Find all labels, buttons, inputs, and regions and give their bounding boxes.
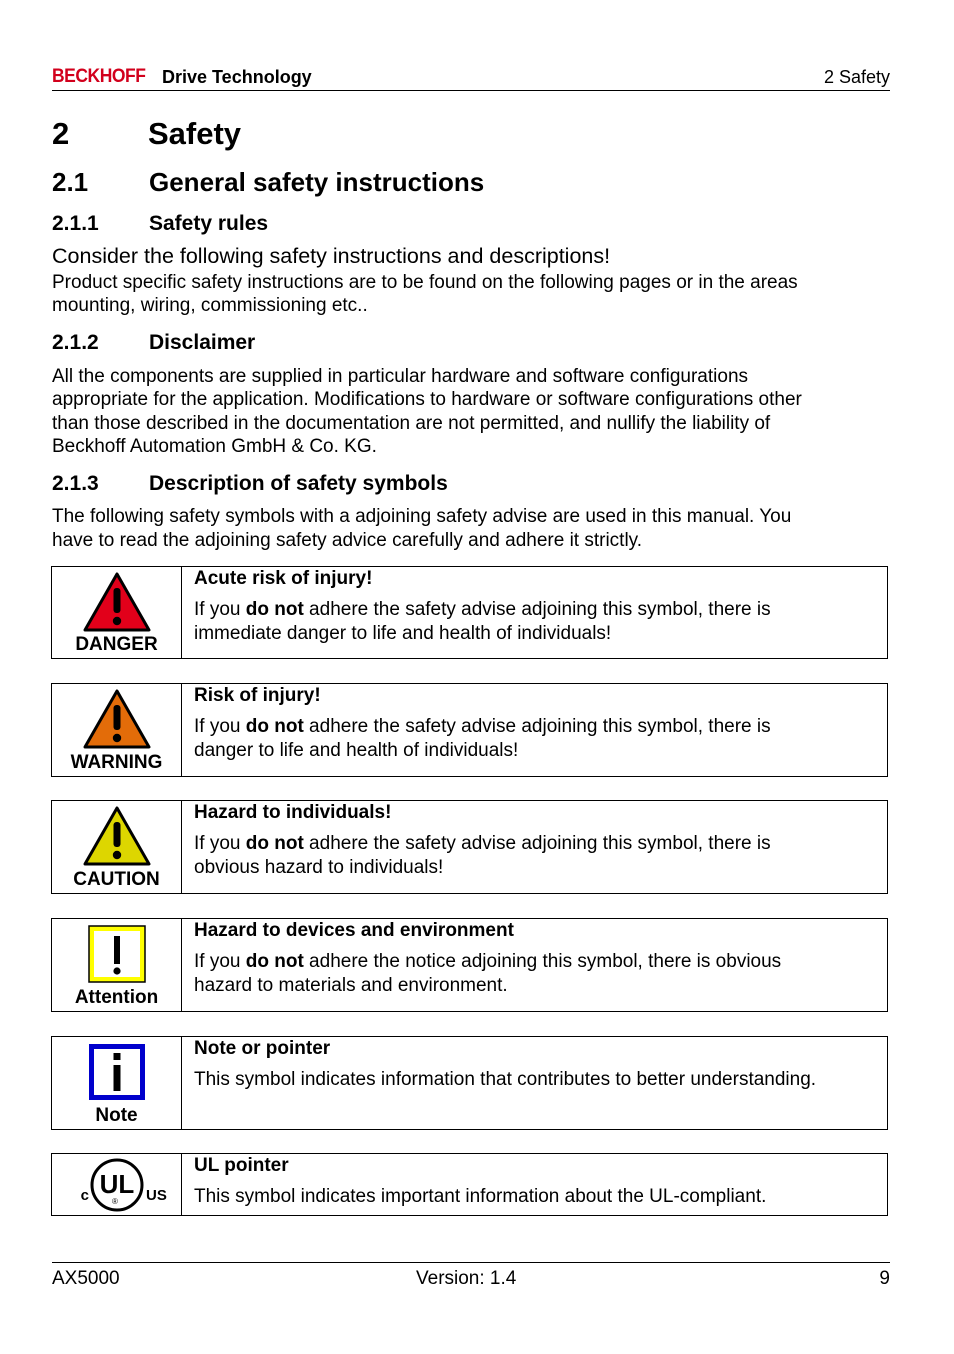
header-subtitle: Drive Technology (162, 67, 312, 87)
page-header (52, 64, 890, 91)
caution-description (194, 832, 875, 880)
warning-title: Risk of injury! (194, 685, 321, 706)
page-number: 9 (879, 1268, 890, 1289)
desc-text: If you (194, 599, 246, 620)
desc-bold: do not (245, 833, 304, 854)
section-title: General safety instructions (149, 167, 485, 197)
disclaimer-line-4: Beckhoff Automation GmbH & Co. KG. (52, 436, 377, 457)
safety-rules-line-2: mounting, wiring, commissioning etc.. (52, 295, 368, 316)
note-notice (51, 1036, 888, 1130)
ul-c-text: c (80, 1187, 89, 1204)
subsection-number: 2.1.1 (52, 212, 99, 235)
chapter-heading (52, 116, 241, 152)
caution-label: CAUTION (73, 869, 160, 890)
desc-text: adhere the safety advise adjoining this symbol, there is (303, 599, 771, 620)
attention-title: Hazard to devices and environment (194, 920, 514, 941)
note-label: Note (95, 1105, 138, 1126)
caution-notice (51, 800, 888, 894)
header-section: 2 Safety (823, 67, 890, 87)
footer-version: Version: 1.4 (416, 1268, 517, 1289)
attention-exclamation-icon (85, 922, 149, 986)
note-symbol-cell (52, 1037, 182, 1129)
ul-symbol-cell (52, 1154, 182, 1215)
desc-text: If you (194, 833, 246, 854)
desc-text: adhere the safety advise adjoining this symbol, there is (303, 833, 771, 854)
safety-rules-lead: Consider the following safety instructions and descriptions! (52, 244, 611, 268)
desc-bold: do not (245, 951, 304, 972)
attention-notice (51, 918, 888, 1012)
chapter-title: Safety (148, 116, 242, 151)
ul-description: This symbol indicates important information about the UL-compliant. (194, 1186, 767, 1207)
page-footer (52, 1262, 890, 1293)
danger-triangle-icon (82, 571, 152, 633)
attention-symbol-cell (52, 919, 182, 1011)
subsection-number: 2.1.3 (52, 472, 99, 495)
ul-text: UL (99, 1169, 134, 1199)
disclaimer-line-1: All the components are supplied in particular hardware and software configurations (52, 366, 749, 387)
chapter-number: 2 (52, 116, 70, 151)
disclaimer-line-2: appropriate for the application. Modifications to hardware or software configurations other (52, 389, 802, 410)
ul-registered-text: ® (111, 1197, 118, 1206)
danger-label: DANGER (75, 634, 158, 655)
caution-title: Hazard to individuals! (194, 802, 392, 823)
attention-label: Attention (74, 987, 159, 1008)
section-number: 2.1 (52, 167, 89, 197)
safety-rules-line-1: Product specific safety instructions are to be found on the following pages or in the areas (52, 272, 798, 293)
ul-title: UL pointer (194, 1155, 289, 1176)
desc-bold: do not (245, 716, 304, 737)
footer-product: AX5000 (52, 1268, 120, 1289)
desc-text: If you (194, 716, 246, 737)
desc-text: immediate danger to life and health of individuals! (194, 623, 612, 644)
ul-notice (51, 1153, 888, 1216)
ul-us-text: US (145, 1187, 167, 1204)
warning-description (194, 715, 875, 763)
subsection-number: 2.1.2 (52, 331, 99, 354)
warning-symbol-cell (52, 684, 182, 776)
ul-mark-icon (67, 1157, 167, 1213)
subsection-heading-safety-rules (52, 212, 268, 236)
subsection-heading-symbols (52, 472, 448, 496)
note-description: This symbol indicates information that contributes to better understanding. (194, 1069, 817, 1090)
danger-symbol-cell (52, 567, 182, 658)
danger-title: Acute risk of injury! (194, 568, 373, 589)
note-title: Note or pointer (194, 1038, 331, 1059)
warning-label: WARNING (70, 752, 163, 773)
disclaimer-line-3: than those described in the documentation are not permitted, and nullify the liability of (52, 413, 771, 434)
beckhoff-logo: BECKHOFF (52, 66, 146, 87)
info-icon (85, 1040, 149, 1104)
danger-description (194, 598, 875, 646)
section-heading (52, 167, 484, 198)
caution-triangle-icon (82, 805, 152, 867)
desc-text: adhere the notice adjoining this symbol, there is obvious (303, 951, 782, 972)
attention-description (194, 950, 875, 998)
warning-triangle-icon (82, 688, 152, 750)
subsection-title: Description of safety symbols (149, 472, 448, 495)
subsection-title: Disclaimer (149, 331, 256, 354)
subsection-title: Safety rules (149, 212, 269, 235)
danger-notice (51, 566, 888, 659)
desc-text: obvious hazard to individuals! (194, 857, 444, 878)
symbols-intro-line-2: have to read the adjoining safety advice carefully and adhere it strictly. (52, 530, 643, 551)
desc-text: adhere the safety advise adjoining this symbol, there is (303, 716, 771, 737)
subsection-heading-disclaimer (52, 331, 255, 355)
desc-text: If you (194, 951, 246, 972)
caution-symbol-cell (52, 801, 182, 893)
desc-text: danger to life and health of individuals! (194, 740, 519, 761)
desc-bold: do not (245, 599, 304, 620)
symbols-intro-line-1: The following safety symbols with a adjoining safety advise are used in this manual. You (52, 506, 792, 527)
desc-text: hazard to materials and environment. (194, 975, 508, 996)
warning-notice (51, 683, 888, 777)
